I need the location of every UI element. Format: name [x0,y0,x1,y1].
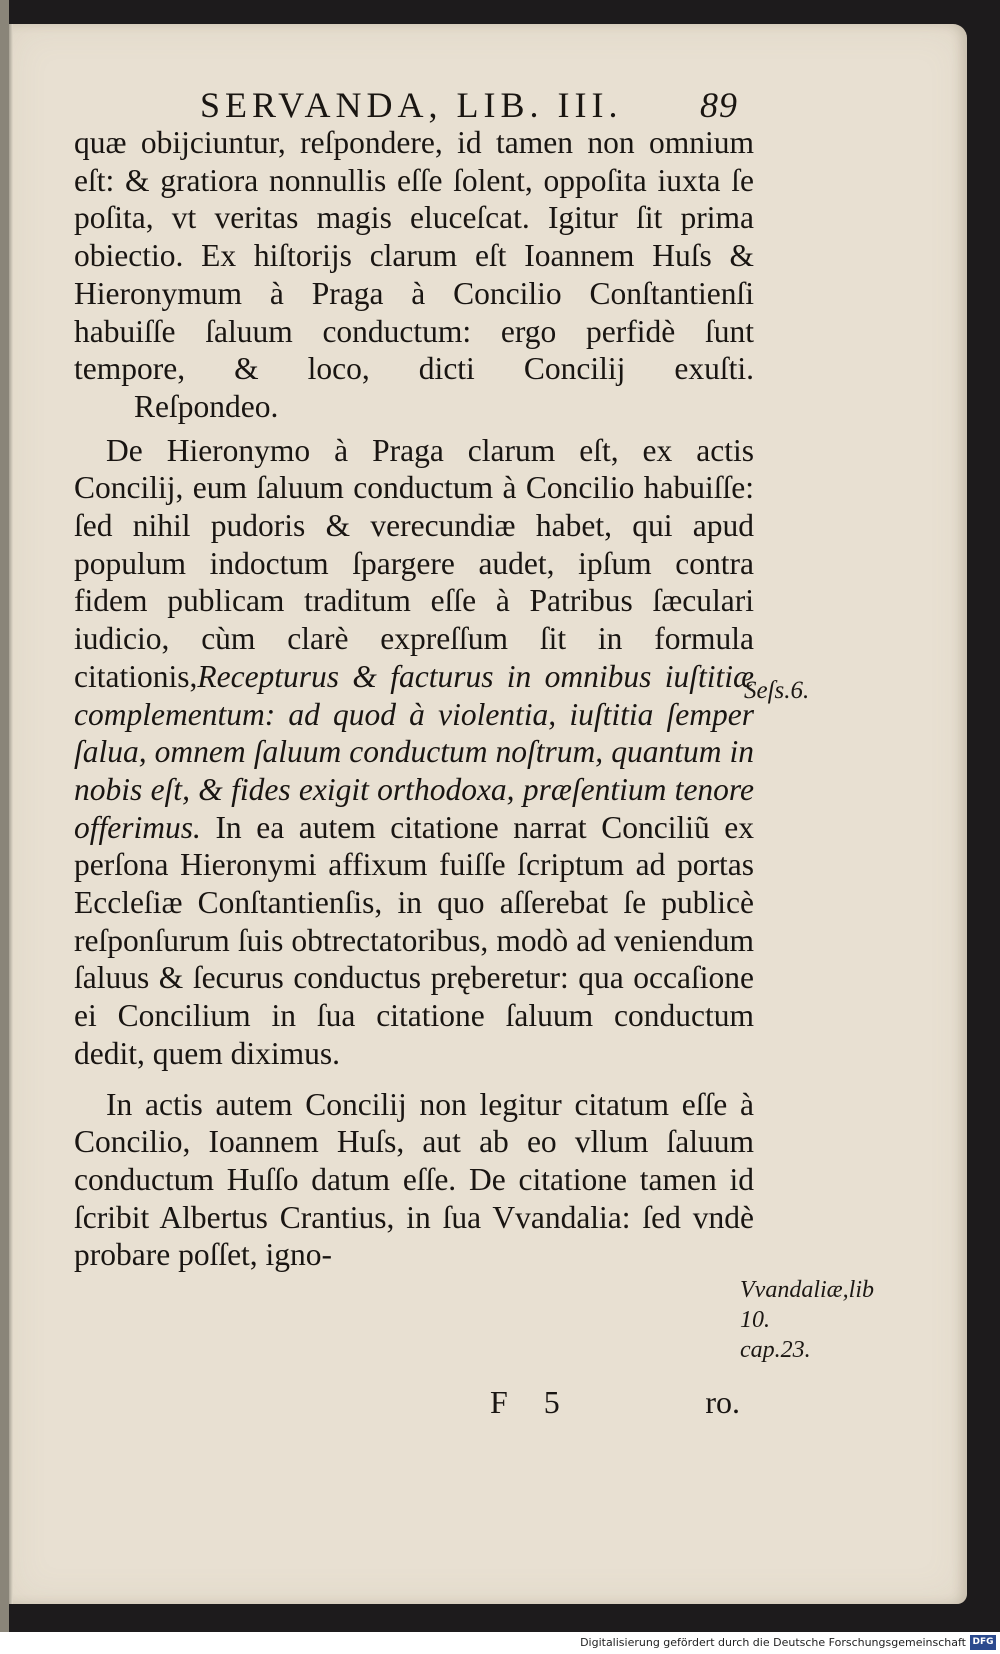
paragraph-3 [74,1086,754,1275]
paragraph-2-text-b: In ea autem citatione narrat Conciliũ ex perſona Hieronymi affixum fuiſſe ſcriptum ad portas Eccleſiæ Conſtantienſis, in quo aſſerebat ſe publicè reſponſurum ſuis obtrectatoribus, modò ad veniendum ſaluus & ſecurus conductus pręberetur: qua occaſione ei Concilium in ſua citatione ſaluum conductum dedit, quem diximus. [74,809,754,1071]
paragraph-1-text: quæ obijciuntur, reſpondere, id tamen non omnium eſt: & gratiora nonnullis eſſe ſolent, oppoſita iuxta ſe poſita, vt veritas magis eluceſcat. Igitur ſit prima obiectio. Ex hiſtorijs clarum eſt Ioannem Huſs & Hieronymum à Praga à Concilio Conſtantienſi habuiſſe ſaluum conductum: ergo perfidè ſunt tempore, & loco, dicti Concilij exuſti. [74,125,754,387]
signature-mark: F 5 [490,1384,574,1420]
paragraph-1 [74,124,754,426]
scan-backdrop [0,0,9,1654]
page-number: 89 [700,85,738,125]
paragraph-3-text: In actis autem Concilij non legitur citatum eſſe à Concilio, Ioannem Huſs, aut ab eo vllum ſaluum conductum Huſſo datum eſſe. De citatione tamen id ſcribit Albertus Crantius, in ſua Vvandalia: ſed vndè probare poſſet, igno- [74,1086,754,1273]
digitization-footer [0,1632,1000,1654]
page-edge [9,24,13,1604]
funding-credit: Digitalisierung gefördert durch die Deutsche Forschungsgemeinschaft [580,1636,966,1649]
margin-note-reference: Vvandaliæ,lib 10. cap.23. [740,1277,874,1363]
paragraph-2-text-a: De Hieronymo à Praga clarum eſt, ex actis Concilij, eum ſaluum conductum à Concilio habuiſſe: ſed nihil pudoris & verecundiæ habet, qui apud populum indoctum ſpargere audet, ipſum contra fidem publicam traditum eſſe à Patribus ſæculari iudicio, cùm clarè expreſſum ſit in formula citationis, [74,432,754,694]
signature-line [490,1384,740,1424]
paragraph-1-end: Reſpondeo. [134,388,279,424]
running-title: SERVANDA, LIB. III. [200,85,623,125]
page-header [200,84,760,124]
catchword: ro. [705,1384,740,1420]
dfg-logo: DFG [970,1635,996,1650]
body-text [74,124,754,1274]
citation-quote: Recepturus & facturus in omnibus iuſtitiæ complementum: ad quod à violentia, iuſtitia ſemper ſalua, omnem ſaluum conductum noſtrum, quantum in nobis eſt, & fides exigit orthodoxa, præſentium tenore offerimus. [74,658,754,845]
margin-note-session: Seſs.6. [744,677,810,704]
paragraph-2 [74,432,754,1073]
